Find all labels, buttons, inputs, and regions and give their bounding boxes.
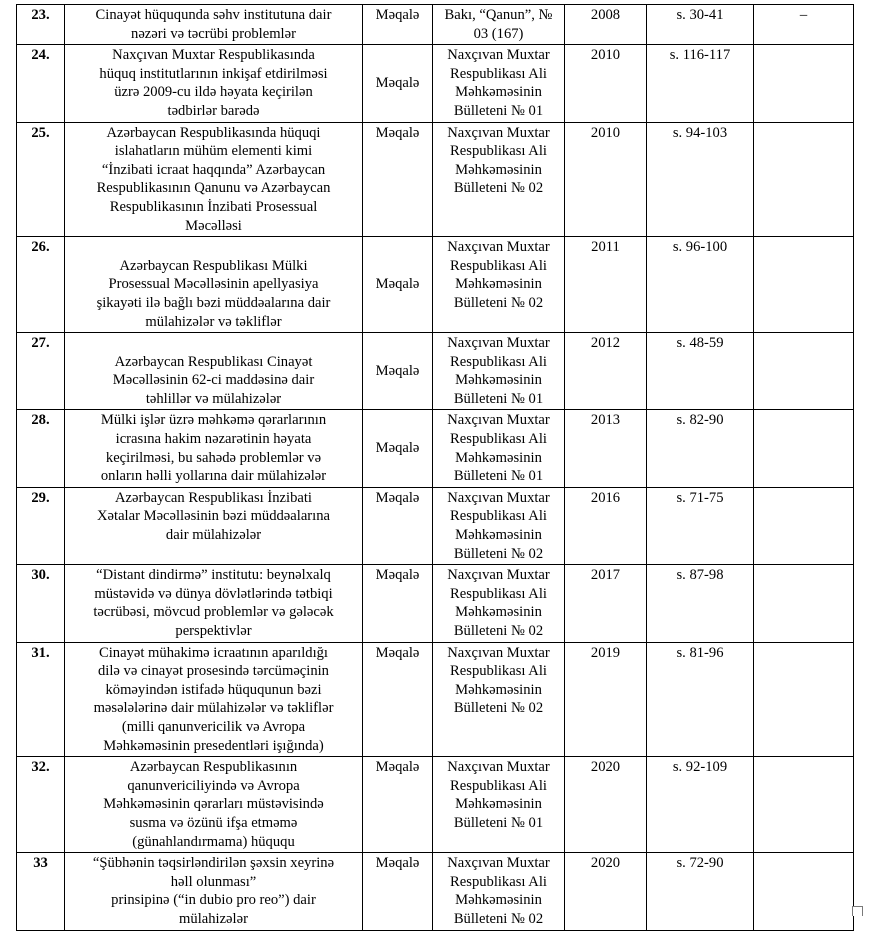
title-cell-line: “İnzibati icraat haqqında” Azərbaycan — [101, 161, 326, 178]
source-cell-line: Respublikası Ali — [450, 431, 547, 448]
notes-cell — [754, 237, 854, 333]
type-cell: Məqalə — [363, 5, 433, 45]
table-row — [17, 45, 854, 122]
year-cell: 2016 — [565, 487, 647, 564]
source-cell-line: Bülleteni № 02 — [453, 700, 544, 717]
table-row — [17, 565, 854, 642]
publications-table — [16, 4, 854, 931]
row-number-cell: 31. — [17, 642, 65, 757]
title-cell-line: təhlillər və mülahizələr — [145, 390, 282, 407]
title-cell — [65, 237, 363, 333]
title-cell — [65, 333, 363, 410]
notes-cell — [754, 45, 854, 122]
table-row — [17, 853, 854, 930]
publications-table-page — [16, 4, 854, 931]
title-cell — [65, 487, 363, 564]
title-cell-line: icrasına hakim nəzarətinin həyata — [115, 431, 312, 448]
source-cell-line: Bülleteni № 02 — [453, 294, 544, 311]
title-cell-line: Azərbaycan Respublikası İnzibati — [115, 489, 312, 506]
page-corner-marker — [852, 906, 863, 916]
row-number-cell: 27. — [17, 333, 65, 410]
title-cell-line: Azərbaycan Respublikasında hüquqi — [106, 124, 321, 141]
title-cell-line: təcrübəsi, mövcud problemlər və gələcək — [93, 604, 334, 621]
title-cell-line: (milli qanunvericilik və Avropa — [121, 718, 306, 735]
title-cell-line: Azərbaycan Respublikası Cinayət — [114, 353, 313, 370]
row-number-cell: 30. — [17, 565, 65, 642]
title-cell-line: Xətalar Məcəlləsinin bəzi müddəalarına — [97, 508, 330, 525]
source-cell-line: Bülleteni № 02 — [453, 180, 544, 197]
notes-cell — [754, 122, 854, 237]
source-cell-line: Respublikası Ali — [450, 663, 547, 680]
notes-cell — [754, 410, 854, 487]
source-cell-line: Respublikası Ali — [450, 257, 547, 274]
source-cell-line: Naxçıvan Muxtar — [447, 335, 550, 352]
source-cell-line: Məhkəməsinin — [455, 449, 542, 466]
pages-cell: s. 82-90 — [647, 410, 754, 487]
source-cell-line: Naxçıvan Muxtar — [447, 644, 550, 661]
title-cell-line: müstəvidə və dünya dövlətlərində tətbiqi — [94, 585, 333, 602]
source-cell-line: Naxçıvan Muxtar — [447, 489, 550, 506]
title-cell — [65, 642, 363, 757]
table-row — [17, 757, 854, 853]
notes-cell: – — [754, 5, 854, 45]
pages-cell: s. 48-59 — [647, 333, 754, 410]
title-cell-line: Cinayət mühakimə icraatının aparıldığı — [99, 644, 328, 661]
title-cell-line: mülahizələr və təkliflər — [145, 313, 282, 330]
source-cell-line: Məhkəməsinin — [455, 604, 542, 621]
year-cell: 2011 — [565, 237, 647, 333]
source-cell-line: Respublikası Ali — [450, 777, 547, 794]
source-cell — [433, 237, 565, 333]
type-cell: Məqalə — [363, 487, 433, 564]
pages-cell: s. 116-117 — [647, 45, 754, 122]
source-cell-line: Məhkəməsinin — [455, 276, 542, 293]
type-cell: Məqalə — [363, 853, 433, 930]
year-cell: 2017 — [565, 565, 647, 642]
title-cell-line: Məcəlləsinin 62-ci maddəsinə dair — [112, 372, 315, 389]
table-row — [17, 642, 854, 757]
type-cell: Məqalə — [363, 757, 433, 853]
title-cell-line: perspektivlər — [175, 623, 252, 639]
table-row — [17, 487, 854, 564]
title-cell-line: Məhkəməsinin presedentləri işığında) — [103, 737, 324, 754]
year-cell: 2010 — [565, 122, 647, 237]
title-cell — [65, 122, 363, 237]
publications-table-body — [17, 5, 854, 931]
title-cell-line: üzrə 2009-cu ildə həyata keçirilən — [114, 84, 313, 101]
year-cell: 2019 — [565, 642, 647, 757]
title-cell-line: susma və özünü ifşa etməmə — [129, 814, 298, 831]
type-cell: Məqalə — [363, 45, 433, 122]
title-cell-line: Azərbaycan Respublikası Mülki — [119, 257, 308, 274]
title-cell-line: Məhkəməsinin qərarları müstəvisində — [103, 796, 324, 813]
row-number-cell: 25. — [17, 122, 65, 237]
source-cell-line: Naxçıvan Muxtar — [447, 855, 550, 872]
source-cell — [433, 5, 565, 45]
notes-cell — [754, 487, 854, 564]
source-cell-line: Naxçıvan Muxtar — [447, 124, 550, 141]
source-cell — [433, 642, 565, 757]
source-cell-line: Bülleteni № 02 — [453, 545, 544, 562]
source-cell-line: Respublikası Ali — [450, 585, 547, 602]
year-cell: 2010 — [565, 45, 647, 122]
source-cell-line: Bülleteni № 02 — [453, 623, 544, 639]
table-row — [17, 333, 854, 410]
row-number-cell: 24. — [17, 45, 65, 122]
notes-cell — [754, 565, 854, 642]
pages-cell: s. 81-96 — [647, 642, 754, 757]
source-cell-line: Respublikası Ali — [450, 143, 547, 160]
pages-cell: s. 30-41 — [647, 5, 754, 45]
title-cell-line: nəzəri və təcrübi problemlər — [131, 25, 296, 42]
pages-cell: s. 96-100 — [647, 237, 754, 333]
table-row — [17, 410, 854, 487]
title-cell-line: Respublikasının İnzibati Prosessual — [109, 198, 318, 215]
source-cell-line: Respublikası Ali — [450, 65, 547, 82]
row-number-cell: 26. — [17, 237, 65, 333]
title-cell-line: Mülki işlər üzrə məhkəmə qərarlarının — [100, 412, 327, 429]
title-cell-line: Məcəlləsi — [185, 217, 242, 234]
row-number-cell: 29. — [17, 487, 65, 564]
source-cell-line: Bülleteni № 01 — [453, 814, 544, 831]
year-cell: 2013 — [565, 410, 647, 487]
title-cell-line — [69, 334, 358, 353]
source-cell-line: Məhkəməsinin — [455, 527, 542, 544]
title-cell-line: həll olunması” — [170, 873, 257, 890]
title-cell-line: “Distant dindirmə” institutu: beynəlxalq — [96, 567, 331, 584]
title-cell — [65, 5, 363, 45]
year-cell: 2020 — [565, 757, 647, 853]
source-cell-line: Naxçıvan Muxtar — [447, 412, 550, 429]
title-cell-line: dair mülahizələr — [165, 527, 262, 544]
source-cell-line: Məhkəməsinin — [455, 161, 542, 178]
pages-cell: s. 71-75 — [647, 487, 754, 564]
notes-cell — [754, 757, 854, 853]
source-cell-line: 03 (167) — [473, 25, 524, 42]
title-cell-line: islahatların mühüm elementi kimi — [114, 143, 313, 160]
source-cell-line: Naxçıvan Muxtar — [447, 567, 550, 584]
title-cell — [65, 410, 363, 487]
source-cell-line: Naxçıvan Muxtar — [447, 47, 550, 64]
source-cell-line: Respublikası Ali — [450, 508, 547, 525]
type-cell: Məqalə — [363, 565, 433, 642]
pages-cell: s. 72-90 — [647, 853, 754, 930]
pages-cell: s. 92-109 — [647, 757, 754, 853]
source-cell-line: Məhkəməsinin — [455, 681, 542, 698]
title-cell-line: hüquq institutlarının inkişaf etdirilməsi — [99, 65, 328, 82]
source-cell — [433, 853, 565, 930]
source-cell-line: Məhkəməsinin — [455, 84, 542, 101]
type-cell: Məqalə — [363, 237, 433, 333]
title-cell-line: şikayəti ilə bağlı bəzi müddəalarına dair — [96, 294, 331, 311]
table-row — [17, 5, 854, 45]
title-cell-line: Azərbaycan Respublikasının — [129, 759, 298, 776]
source-cell-line: Respublikası Ali — [450, 353, 547, 370]
table-row — [17, 237, 854, 333]
title-cell-line: onların həlli yollarına dair mülahizələr — [100, 468, 327, 485]
title-cell-line: “Şübhənin təqsirləndirilən şəxsin xeyrinə — [92, 855, 335, 872]
title-cell-line: prinsipinə (“in dubio pro reo”) dair — [111, 892, 316, 909]
title-cell-line: dilə və cinayət prosesində tərcüməçinin — [98, 663, 329, 680]
title-cell-line: qanunvericiliyində və Avropa — [127, 777, 300, 794]
source-cell-line: Bülleteni № 01 — [453, 468, 544, 485]
source-cell — [433, 122, 565, 237]
pages-cell: s. 87-98 — [647, 565, 754, 642]
notes-cell — [754, 642, 854, 757]
title-cell-line: Respublikasının Qanunu və Azərbaycan — [96, 180, 331, 197]
notes-cell — [754, 333, 854, 410]
title-cell — [65, 853, 363, 930]
pages-cell: s. 94-103 — [647, 122, 754, 237]
source-cell-line: Məhkəməsinin — [455, 892, 542, 909]
type-cell: Məqalə — [363, 410, 433, 487]
source-cell-line: Respublikası Ali — [450, 873, 547, 890]
source-cell-line: Bakı, “Qanun”, № — [444, 7, 553, 23]
source-cell-line: Bülleteni № 02 — [453, 910, 544, 927]
title-cell-line: Prosessual Məcəlləsinin apellyasiya — [108, 276, 319, 293]
title-cell-line: məsələlərinə dair mülahizələr və təkliflər — [93, 700, 334, 717]
row-number-cell: 28. — [17, 410, 65, 487]
title-cell-line: Cinayət hüququnda səhv institutuna dair — [95, 7, 332, 23]
source-cell — [433, 757, 565, 853]
title-cell — [65, 45, 363, 122]
source-cell-line: Naxçıvan Muxtar — [447, 239, 550, 256]
source-cell-line: Naxçıvan Muxtar — [447, 759, 550, 776]
source-cell-line: Bülleteni № 01 — [453, 102, 544, 119]
title-cell-line: köməyindən istifadə hüququnun bəzi — [105, 681, 322, 698]
source-cell-line: Bülleteni № 01 — [453, 390, 544, 407]
title-cell — [65, 565, 363, 642]
source-cell — [433, 45, 565, 122]
year-cell: 2020 — [565, 853, 647, 930]
row-number-cell: 32. — [17, 757, 65, 853]
type-cell: Məqalə — [363, 333, 433, 410]
source-cell — [433, 410, 565, 487]
row-number-cell: 23. — [17, 5, 65, 45]
source-cell — [433, 333, 565, 410]
title-cell-line: keçirilməsi, bu sahədə problemlər və — [105, 449, 322, 466]
title-cell-line — [69, 238, 358, 257]
title-cell-line: Naxçıvan Muxtar Respublikasında — [112, 47, 315, 64]
row-number-cell: 33 — [17, 853, 65, 930]
type-cell: Məqalə — [363, 122, 433, 237]
title-cell — [65, 757, 363, 853]
source-cell — [433, 565, 565, 642]
source-cell-line: Məhkəməsinin — [455, 372, 542, 389]
table-row — [17, 122, 854, 237]
year-cell: 2012 — [565, 333, 647, 410]
source-cell-line: Məhkəməsinin — [455, 796, 542, 813]
type-cell: Məqalə — [363, 642, 433, 757]
title-cell-line: (günahlandırmama) hüququ — [132, 833, 295, 850]
title-cell-line: mülahizələr — [179, 910, 248, 927]
notes-cell — [754, 853, 854, 930]
source-cell — [433, 487, 565, 564]
year-cell: 2008 — [565, 5, 647, 45]
title-cell-line: tədbirlər barədə — [167, 102, 260, 119]
